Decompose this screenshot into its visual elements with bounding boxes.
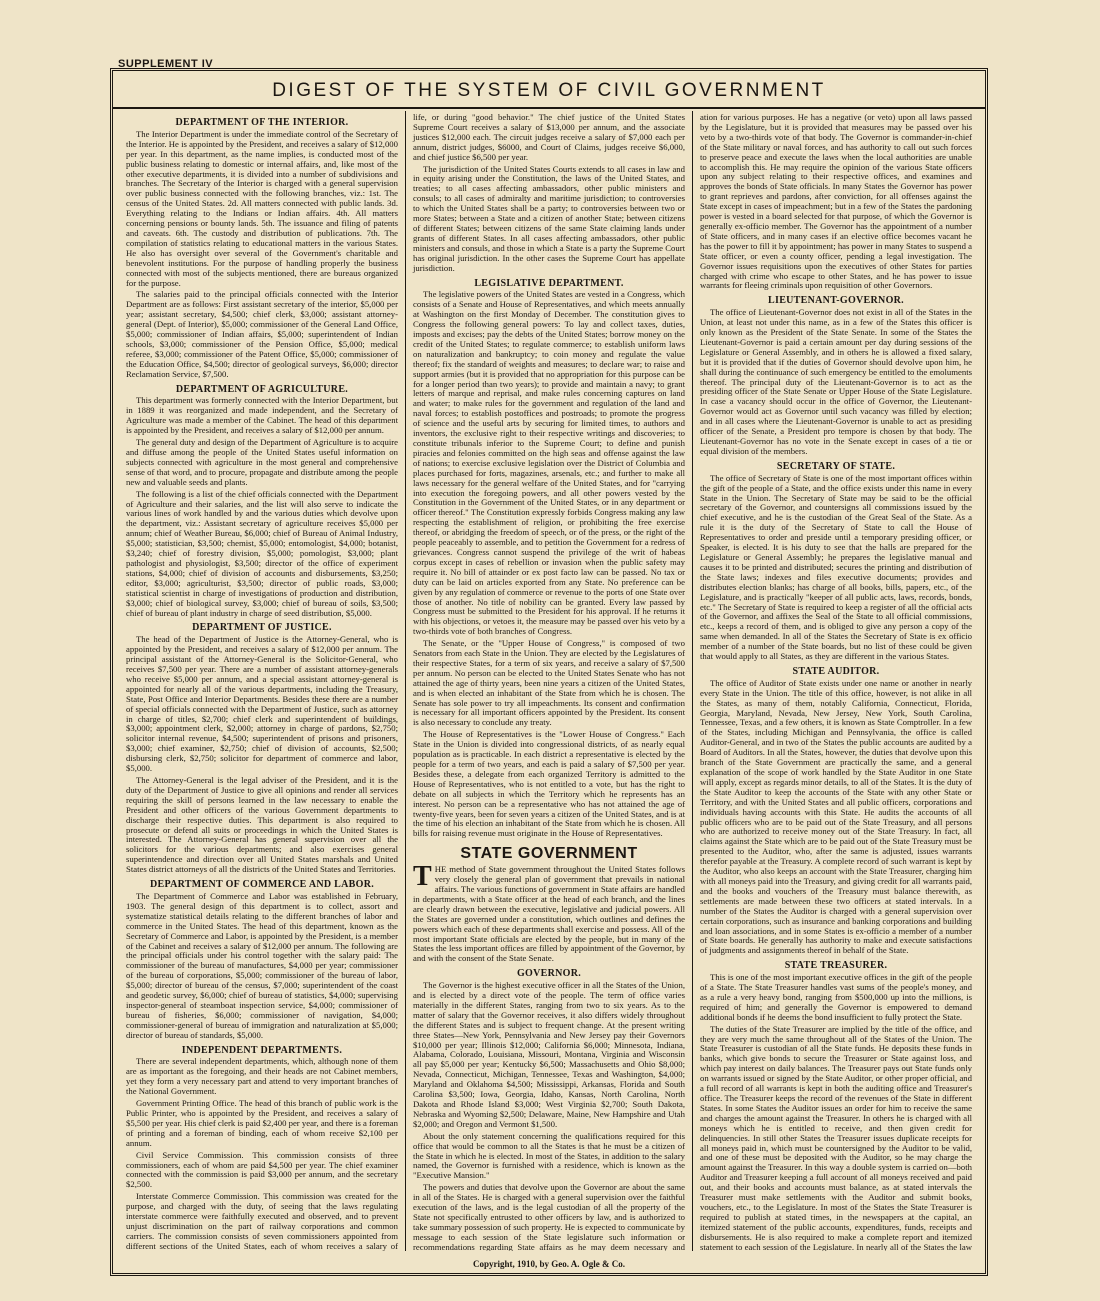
paragraph: The Department of Commerce and Labor was established in February, 1903. The general design of this department is to collect, assort and systematize statistical details relating to the different branches of labor and commerce in the United States. The head of this department, known as the Secretary of Commerce and Labor, is appointed by the President, is a member of the Cabinet and receives a salary of $12,000 per annum. The following are the principal officials under his control together with the salary paid: The commissioner of the bureau of manufactures, $4,000 per year; commissioner of the bureau of corporations, $5,000; commissioner of the bureau of labor, $5,000; director of bureau of the census, $7,000; superintendent of the coast and geodetic survey, $6,000; chief of bureau of statistics, $4,000; supervising inspector-general of steamboat inspection service, $4,000; commissioner of bureau of fisheries, $6,000; commissioner of navigation, $4,000; commissioner-general of bureau of immigration and naturalization at $5,000; director of bureau of standards, $5,000. (126, 890, 398, 1040)
paragraph: The jurisdiction of the United States Courts extends to all cases in law and in equity arising under the Constitution, the laws of the United States, and treaties; to all cases affecting ambassadors, other public ministers and consuls; to all cases of admiralty and maritime jurisdiction; to controversies to which the United States shall be a party; to controversies between two or more States; between a State and a citizen of another State; between citizens of different States; between citizens of the same State claiming lands under grants of different States. In all cases affecting ambassadors, other public ministers and consuls, and those in which a State is a party the Supreme Court has original jurisdiction. In the other cases the Supreme Court has appellate jurisdiction. (413, 163, 685, 273)
paragraph: This department was formerly connected with the Interior Department, but in 1889 it was reorganized and made independent, and the Secretary of Agriculture was made a member of the Cabinet. The head of this department is appointed by the President, and receives a salary of $12,000 per annum. (126, 395, 398, 436)
paragraph: The powers and duties that devolve upon the Governor are about the same in all of the States. He is charged with a general supervision over the faithful execution of the laws, and is the legal custodian of all the property of the State not specifically entrusted to other officers by law, and is authorized to take summary possession of such property. He is expected to communicate by message to each session of the State legislature such information or recommendations regarding State affairs as he may deem necessary and (413, 1182, 685, 1251)
paragraph: This is one of the most important executive offices in the gift of the people of a State. The State Treasurer handles vast sums of the people's money, and as a rule a very heavy bond, ranging from $500,000 up into the millions, is required of him; and generally the Governor is empowered to demand additional bonds if he deems the bond insufficient to fully protect the State. (700, 972, 972, 1022)
heading-independent: INDEPENDENT DEPARTMENTS. (181, 1044, 343, 1056)
heading-commerce: DEPARTMENT OF COMMERCE AND LABOR. (149, 879, 375, 891)
paragraph: The salaries paid to the principal officials connected with the Interior Department are as follows: First assistant secretary of the interior, $5,000 per year; assistant secretary, $4,500; chief clerk, $3,000; assistant attorney-general (Dept. of Interior), $5,000; commissioner of the General Land Office, $5,000; commissioner of Indian affairs, $5,000; superintendent of Indian schools, $3,000; commissioner of the Pension Office, $5,000; medical referee, $3,000; commissioner of the Patent Office, $5,000; commissioner of the Education Office, $4,500; director of geological surveys, $6,000; director Reclamation Service, $7,500. (126, 289, 398, 379)
paragraph: Government Printing Office. The head of this branch of public work is the Public Printer, who is appointed by the President, and receives a salary of $5,500 per year. His chief clerk is paid $2,400 per year, and there is a foreman of printing and a foreman of binding, each of whom receive $2,100 per annum. (126, 1098, 399, 1148)
paragraph: The office of Secretary of State is one of the most important offices within the gift of the people of a State, and the office exists under this name in every State in the Union. The Secretary of State may be said to be the official secretary of the Governor, and countersigns all commissions issued by the chief executive, and he is the custodian of the Great Seal of the State. As a rule it is the duty of the Secretary of State to call the House of Representatives to order and preside until a temporary presiding officer, or Speaker, is elected. It is his duty to see that the halls are prepared for the Legislature or General Assembly; he prepares the legislative manual and causes it to be printed and distributed; secures the printing and distribution of the State laws; indexes and files executive documents; provides and distributes election blanks; has charge of all books, bills, papers, etc., of the Legislature, and is practically "keeper of all public acts, laws, records, bonds, etc." The Secretary of State is required to keep a register of all the official acts of the Governor, and affixes the Seal of the State to all official commissions, etc., keeps a record of them, and is obliged to give any person a copy of the same when demanded. In all of the States the Secretary of State is ex officio member of a number of the State boards, but no list of these could be given that would apply to all States, as they are different in the various States. (700, 472, 972, 662)
text-columns (119, 111, 979, 1251)
paragraph: Interstate Commerce Commission. This commission was created for the purpose, and charged with the duty, of seeing that the laws regulating interstate commerce were faithfully executed and observed, and to prevent unjust discrimination on the part of railway corporations and common carriers. The commission consists of seven commissioners appointed from different sections of the United States, each of whom receives a salary of (126, 1191, 398, 1251)
paragraph: The head of the Department of Justice is the Attorney-General, who is appointed by the President, and receives a salary of $12,000 per annum. The principal assistant of the Attorney-General is the Solicitor-General, who receives $7,500 per year. There are a number of assistant attorney-generals who receive $5,000 per annum, and a special assistant attorney-general is appointed for nearly all of the various departments, including the Treasury, State, Post Office and Interior Departments. Besides these there are a number of special officials connected with the Department of Justice, such as attorney in charge of titles, $2,700; chief clerk and superintendent of buildings, $3,000; appointment clerk, $2,000; attorney in charge of pardons, $2,750; solicitor internal revenue, $4,500; superintendent of prisons and prisoners, $3,000; chief examiner, $2,750; chief of division of accounts, $2,500; disbursing clerk, $2,750; solicitor for department of commerce and labor, $5,000. (126, 634, 398, 774)
heading-legislative: LEGISLATIVE DEPARTMENT. (474, 277, 624, 289)
heading-interior: DEPARTMENT OF THE INTERIOR. (175, 117, 349, 128)
paragraph: THE method of State government throughout the United States follows very closely the general plan of government that prevails in national affairs. The various functions of government in State affairs are handled in departments, with a State officer at the head of each branch, and the lines are clearly drawn between the executive, legislative and judicial powers. All the States are governed under a constitution, which outlines and defines the powers which each of these departments shall exercise and possess. All of the most important State officials are elected by the people, but in many of the States the less important offices are filled by appointment of the Governor, by and with the consent of the State Senate. (413, 861, 685, 964)
heading-state-government: STATE GOVERNMENT (460, 845, 638, 863)
paragraph: The duties of the State Treasurer are implied by the title of the office, and they are very much the same throughout all of the States of the Union. The State Treasurer is custodian of all the State funds. He deposits these funds in banks, which give bonds to secure the Treasurer or State against loss, and which pay interest on daily balances. The Treasurer pays out State funds only on warrants issued or signed by the State Auditor, or other proper official, and a full record of all warrants is kept in both the auditing office and Treasurer's office. The Treasurer keeps the record of the revenues of the State in different States. In some States the Auditor issues an order for him to receive the same and charges the amount against the Treasurer. In others he is charged with all moneys which he is entitled to receive, and then given credit for delinquencies. In still other States the Treasurer issues duplicate receipts for all moneys paid in, which must be countersigned by the Auditor to be valid, and one of these must be deposited with the Auditor, so he may charge the amount against the Treasurer. In this way a double system is carried on—both Auditor and Treasurer keeping a full account of all moneys received and paid out, and their books and accounts must balance, as at stated intervals the Treasurer must make settlements with the Auditor and submit books, vouchers, etc., to the Legislature. In most of the States the State Treasurer is required to publish at stated times, in the newspapers at the capital, an itemized statement of the public accounts, expenditures, funds, receipts and disbursements. He is also required to make a complete report and itemized statement to each session of the Legislature. In nearly all of the States the law (700, 1023, 972, 1251)
paragraph: There are several independent departments, which, although none of them are as important as the foregoing, and their heads are not Cabinet members, yet they form a very necessary part and attend to very important branches of the National Government. (126, 1056, 398, 1097)
paragraph: The legislative powers of the United States are vested in a Congress, which consists of a Senate and House of Representatives, and which meets annually at Washington on the first Monday of December. The constitution gives to Congress the following general powers: To lay and collect taxes, duties, imposts and excises; pay the debts of the United States; borrow money on the credit of the United States; to regulate commerce; to establish uniform laws on naturalization and bankruptcy; to coin money and regulate the value thereof; fix the standard of weights and measures; to declare war; to raise and support armies (but it is provided that no appropriation for this purpose can be for a longer period than two years); to provide and maintain a navy; to grant letters of marque and reprisal, and make rules concerning captures on land and water; to make rules for the government and regulation of the land and naval forces; to establish postoffices and postroads; to promote the progress of science and the useful arts by securing for limited times, to authors and inventors, the exclusive right to their respective writings and discoveries; to constitute tribunals inferior to the Supreme Court; to define and punish piracies and felonies committed on the high seas and offense against the law of nations; to exercise exclusive legislation over the District of Columbia and places purchased for forts, magazines, arsenals, etc.; and further to make all laws necessary for the general welfare of the United States, and for "carrying into execution the foregoing powers, and all other powers vested by the Constitution in the Government of the United States, or in any department or officer thereof." The Constitution expressly forbids Congress making any law respecting the establishment of religion, or prohibiting the free exercise thereof, or abridging the freedom of speech, or of the press, or the right of the people peaceably to assemble, and to petition the Government for a redress of grievances. Congress cannot suspend the privilege of the writ of habeas corpus except in cases of rebellion or invasion when the public safety may require it. No bill of attainder or ex post facto law can be passed. No tax or duty can be laid on articles exported from any State. No preference can be given by any regulation of commerce or revenue to the ports of one State over those of another. No title of nobility can be granted. Every law passed by Congress must be submitted to the President for his approval. If he returns it with his objections, or vetoes it, the measure may be passed over his veto by a two-thirds vote of both branches of Congress. (413, 289, 685, 637)
paragraph: The Senate, or the "Upper House of Congress," is composed of two Senators from each State in the Union. They are elected by the Legislatures of their respective States, for a term of six years, and receive a salary of $7,500 per annum. No person can be elected to the United States Senate who has not attained the age of thirty years, been nine years a citizen of the United States, and is when elected an inhabitant of the State from which he is chosen. The Senate has sole power to try all impeachments. Its consent and confirmation is necessary for all important officers appointed by the President. Its consent is also necessary to conclude any treaty. (413, 638, 685, 728)
heading-governor: GOVERNOR. (516, 968, 582, 980)
paragraph: The office of Lieutenant-Governor does not exist in all of the States in the Union, at least not under this name, as in a few of the States this officer is only known as the President of the State Senate. In some of the States the Lieutenant-Governor is paid a certain amount per day during sessions of the Legislature or General Assembly, and in others he is allowed a fixed salary, but it is provided that if the duties of Governor should devolve upon him, he shall during the continuance of such emergency be entitled to the emoluments thereof. The principal duty of the Lieutenant-Governor is to act as the presiding officer of the State Senate or Upper House of the State Legislature. In case a vacancy should occur in the office of Governor, the Lieutenant-Governor would act as Governor until such vacancy was filled by election; and in all cases where the Lieutenant-Governor is unable to act as presiding officer of the Senate, a President pro tempore is chosen by that body. The Lieutenant-Governor has no vote in the Senate except in cases of a tie or equal division of the members. (700, 307, 972, 456)
heading-agriculture: DEPARTMENT OF AGRICULTURE. (175, 383, 349, 395)
masthead (113, 75, 985, 109)
column-3 (693, 111, 979, 1251)
copyright-line: Copyright, 1910, by Geo. A. Ogle & Co. (473, 1259, 625, 1269)
paragraph: The Interior Department is under the immediate control of the Secretary of the Interior. He is appointed by the President, and receives a salary of $12,000 per year. In this department, as the name implies, is conducted most of the public business relating to domestic or internal affairs, and, like most of the other executive departments, it is divided into a number of subdivisions and branches. The Secretary of the Interior is charged with a general supervision over public business connected with the following branches, viz.: 1st. The census of the United States. 2d. All matters connected with public lands. 3d. Everything relating to the Indians or Indian affairs. 4th. All matters concerning pensions or bounty lands. 5th. The issuance and filing of patents and caveats. 6th. The custody and distribution of publications. 7th. The compilation of statistics relating to educational matters in the various States. He also has oversight over several of the Government's charitable and benevolent institutions. For the purpose of handling properly the business connected with most of the subjects mentioned, there are bureaus organized for the purpose. (126, 128, 398, 288)
paragraph: The general duty and design of the Department of Agriculture is to acquire and diffuse among the people of the United States useful information on subjects connected with agriculture in the most general and comprehensive sense of that word, and to procure, propagate and distribute among the people new and valuable seeds and plants. (126, 437, 398, 487)
heading-justice: DEPARTMENT OF JUSTICE. (192, 622, 332, 634)
supplement-label: SUPPLEMENT IV (118, 58, 214, 70)
column-1 (119, 111, 406, 1251)
paragraph: life, or during "good behavior." The chief justice of the United States Supreme Court receives a salary of $13,000 per annum, and the associate justices $12,000 each. The circuit judges receive a salary of $7,000 each per annum, district judges, $6000, and Court of Claims, judges receive $6,000, and chief justice $6,500 per year. (413, 112, 685, 162)
page-title: DIGEST OF THE SYSTEM OF CIVIL GOVERNMENT (272, 80, 826, 101)
page-frame (110, 68, 988, 1276)
paragraph: The Governor is the highest executive officer in all the States of the Union, and is elected by a direct vote of the people. The term of office varies materially in the different States, ranging from two to six years. As to the matter of salary that the Governor receives, it also differs widely throughout the different States and is subject to frequent change. At the present writing three States—New York, Pennsylvania and New Jersey pay their Governors $10,000 per year; Illinois $12,000; California $6,000; Minnesota, Indiana, Alabama, Colorado, Louisiana, Missouri, Montana, Virginia and Wisconsin all pay $5,000 per year; Kentucky $6,500; Massachusetts and Ohio $8,000; Nevada, Connecticut, Michigan, Tennessee, Texas and Washington, $4,000; Maryland and Oklahoma $4,500; Mississippi, Arkansas, Florida and South Carolina $3,500; Iowa, Georgia, Idaho, Kansas, North Carolina, North Dakota and Rhode Island $3,000; West Virginia $2,700; South Dakota, Nebraska and Wyoming $2,500; Delaware, Maine, New Hampshire and Utah $2,000; and Oregon and Vermont $1,500. (413, 980, 685, 1129)
heading-state-treasurer: STATE TREASURER. (784, 960, 888, 972)
paragraph: ation for various purposes. He has a negative (or veto) upon all laws passed by the Legislature, but it is provided that measures may be passed over his veto by a two-thirds vote of that body. The Governor is commander-in-chief of the State military or naval forces, and has authority to call out such forces to preserve peace and execute the laws when the local authorities are unable to accomplish this. He may require the opinion of the various State officers upon any subject relating to their respective offices, and examines and approves the bonds of State officials. In many States the Governor has power to grant reprieves and pardons, after conviction, for all offenses against the State except in cases of impeachment; but in a few of the States the pardoning power is vested in a board selected for that purpose, of which the Governor is generally ex-officio member. The Governor has the appointment of a number of State officers, and in many cases if an elective office becomes vacant he has the power to fill it by appointment; has power in many States to suspend a State officer, or even a county officer, pending a legal investigation. The Governor issues requisitions upon the executives of other States for parties charged with crime who escape to other States, and he has power to issue warrants for fleeing criminals upon requisition of other Governors. (700, 112, 972, 291)
paragraph: About the only statement concerning the qualifications required for this office that would be common to all the States is that he must be a citizen of the State in which he is elected. In most of the States, in addition to the salary named, the Governor is furnished with a residence, which is known as the "Executive Mansion." (413, 1130, 685, 1181)
paragraph: The House of Representatives is the "Lower House of Congress." Each State in the Union is divided into congressional districts, of as nearly equal population as is practicable. In each district a representative is elected by the people for a term of two years, and each is paid a salary of $7,500 per year. Besides these, a delegate from each organized Territory is admitted to the House of Representatives, who is not entitled to a vote, but has the right to debate on all subjects in which the Territory which he represents has an interest. No person can be a representative who has not attained the age of twenty-five years, been for seven years a citizen of the United States, and is at the time of his election an inhabitant of the State from which he is chosen. All bills for raising revenue must originate in the House of Representatives. (413, 729, 685, 839)
heading-state-auditor: STATE AUDITOR. (792, 665, 880, 677)
heading-lieutenant-governor: LIEUTENANT-GOVERNOR. (768, 295, 904, 307)
heading-secretary-of-state: SECRETARY OF STATE. (776, 460, 896, 472)
paragraph: Civil Service Commission. This commission consists of three commissioners, each of whom are paid $4,500 per year. The chief examiner connected with the commission is paid $3,000 per annum, and the secretary $2,500. (126, 1149, 398, 1190)
paragraph: The following is a list of the chief officials connected with the Department of Agriculture and their salaries, and the list will also serve to indicate the various lines of work handled by and the various duties which devolve upon the department, viz.: Assistant secretary of agriculture receives $5,000 per annum; chief of Weather Bureau, $6,000; chief of Bureau of Animal Industry, $5,000; statistician, $3,500; chemist, $5,000; entomologist, $4,000; botanist, $3,240; chief of forestry division, $5,000; pomologist, $3,000; plant pathologist and physiologist, $3,500; director of the office of experiment stations, $4,000; chief of division of accounts and disbursements, $3,250; editor, $3,000; agriculturist, $3,500; director of public roads, $3,000; statistical scientist in charge of investigations of production and distribution, $3,000; chief of biological survey, $3,000; chief of bureau of soils, $3,500; chief of bureau of plant industry in charge of seed distribution, $5,000. (126, 488, 398, 618)
column-2 (406, 111, 693, 1251)
paragraph: The office of Auditor of State exists under one name or another in nearly every State in the Union. The title of this office, however, is not alike in all the States, as many of them, notably California, Connecticut, Florida, Georgia, Maryland, Nevada, New Jersey, New York, South Carolina, Tennessee, Texas, and a few others, it is known as State Comptroller. In a few of the States, including Michigan and Pennsylvania, the office is called Auditor-General, and in two of the States the public accounts are audited by a Board of Auditors. In all the States, however, the duties that devolve upon this branch of the State Government are practically the same, and a general explanation of the scope of work handled by the State Auditor in one State will apply, except as regards minor details, to all of the States. It is the duty of the State Auditor to keep the accounts of the State with any other State or Territory, and with the United States and all public officers, corporations and individuals having accounts with this State. He audits the accounts of all public officers who are to be paid out of the State Treasury, and all persons who are authorized to receive money out of the State Treasury. In fact, all claims against the State which are to be paid out of the State Treasury must be presented to the Auditor, who, after the same is adjusted, issues warrants therefor payable at the Treasury. A complete record of such warrant is kept by the Auditor, who also keeps an account with the State Treasurer, charging him with all moneys paid into the Treasury, and giving credit for all warrants paid, and the books and vouchers of the Treasury must balance therewith, as settlements are made between these two officers at stated intervals. In a number of the States the Auditor is charged with a general supervision over certain corporations, such as insurance and banking corporations and building and loan associations, and in some States is ex-officio a member of a number of State boards. He generally has authority to make and execute satisfactions of judgments and assignments thereof in behalf of the State. (700, 677, 972, 956)
paragraph: The Attorney-General is the legal adviser of the President, and it is the duty of the Department of Justice to give all opinions and render all services requiring the skill of persons learned in the law necessary to enable the President and other officers of the various Government departments to discharge their respective duties. This department is also required to prosecute or defend all suits or proceedings in which the United States is interested. The Attorney-General has general supervision over all the solicitors for the various departments; and also exercises general superintendence and direction over all United States marshals and United States district attorneys of all the districts of the United States and Territories. (126, 775, 398, 875)
